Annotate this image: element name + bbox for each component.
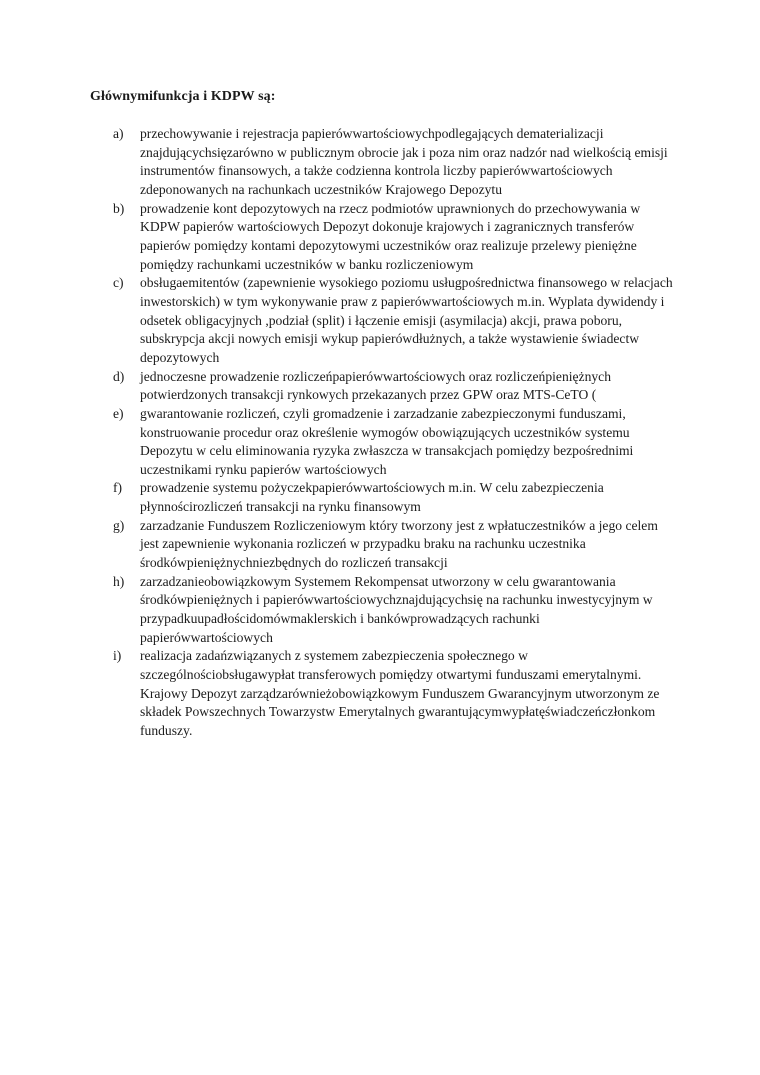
- list-item: [113, 125, 676, 200]
- list-item: [113, 405, 676, 480]
- document-heading: Głównymifunkcja i KDPW są:: [90, 89, 276, 104]
- list-item-text: realizacja zadańzwiązanych z systemem zabezpieczenia społecznego w szczególnościobsługawypłat transferowych pomiędzy otwartymi funduszami emerytalnymi. Krajowy Depozyt zarządzarównieżobowiązkowym Funduszem Gwarancyjnym utworzonym ze składek Powszechnych Towarzystw Emerytalnych gwarantującymwypłatęświadczeńczłonkom funduszy.: [140, 648, 660, 738]
- list-item-text: jednoczesne prowadzenie rozliczeńpapierówwartościowych oraz rozliczeńpieniężnych potwierdzonych transakcji rynkowych przekazanych przez GPW oraz MTS-CeTO (: [140, 368, 612, 403]
- list-item-label: h): [113, 573, 125, 589]
- list-item: [113, 647, 676, 740]
- list-item-text: prowadzenie systemu pożyczekpapierówwartościowych m.in. W celu zabezpieczenia płynnościrozliczeń transakcji na rynku finansowym: [140, 480, 604, 515]
- list-item-label: i): [113, 648, 122, 664]
- list-item-label: d): [113, 368, 125, 384]
- list-item-label: a): [113, 126, 124, 141]
- list-item: [113, 479, 676, 516]
- list-item-text: przechowywanie i rejestracja papierówwartościowychpodlegających dematerializacji znajdującychsięzarówno w publicznym obrocie jak i poza nim oraz nadzór nad wielkością emisji instrumentów finansowych, a także codzienna kontrola liczby papierówwartościowych zdeponowanych na rachunkach uczestników Krajowego Depozytu: [140, 126, 668, 197]
- list-item-label: g): [113, 517, 125, 533]
- list-item: [113, 573, 676, 648]
- list-item-text: gwarantowanie rozliczeń, czyli gromadzenie i zarzadzanie zabezpieczonymi funduszami, konstruowanie procedur oraz określenie wymogów obowiązujących uczestników systemu Depozytu w celu eliminowania ryzyka zwłaszcza w transakcjach pomiędzy bezpośrednimi uczestnikami rynku papierów wartościowych: [140, 405, 634, 477]
- list-item: [113, 517, 676, 573]
- list-item-text: obsługaemitentów (zapewnienie wysokiego poziomu usługpośrednictwa finansowego w relacjach inwestorskich) w tym wykonywanie praw z papierówwartościowych m.in. Wyplata dywidendy i odsetek obligacyjnych ,podział (split) i łączenie emisji (asymilacja) akcji, prawa poboru, subskrypcja akcji nowych emisji wykup papierówdłużnych, a także wystawienie świadectw depozytowych: [140, 275, 673, 365]
- list-item: [113, 200, 676, 275]
- list-item-label: f): [113, 480, 123, 496]
- list-item: [113, 368, 676, 405]
- list-item-label: c): [113, 275, 124, 291]
- function-list: [90, 125, 676, 741]
- list-item-label: b): [113, 200, 125, 216]
- list-item: [113, 274, 676, 367]
- list-item-text: zarzadzanieobowiązkowym Systemem Rekompensat utworzony w celu gwarantowania środkówpieniężnych i papierówwartościowychznajdującychsię na rachunku inwestycyjnym w przypadkuupadłościdomówmaklerskich i bankówprowadzących rachunki papierówwartościowych: [140, 573, 653, 645]
- list-item-text: prowadzenie kont depozytowych na rzecz podmiotów uprawnionych do przechowywania w KDPW papierów wartościowych Depozyt dokonuje krajowych i zagranicznych transferów papierów pomiędzy kontami depozytowymi uczestników oraz realizuje przelewy pieniężne pomiędzy rachunkami uczestników w banku rozliczeniowym: [140, 200, 641, 272]
- list-item-text: zarzadzanie Funduszem Rozliczeniowym który tworzony jest z wpłatuczestników a jego celem jest zapewnienie wykonania rozliczeń w przypadku braku na rachunku uczestnika środkówpieniężnychniezbędnych do rozliczeń transakcji: [140, 517, 658, 571]
- list-item-label: e): [113, 405, 124, 421]
